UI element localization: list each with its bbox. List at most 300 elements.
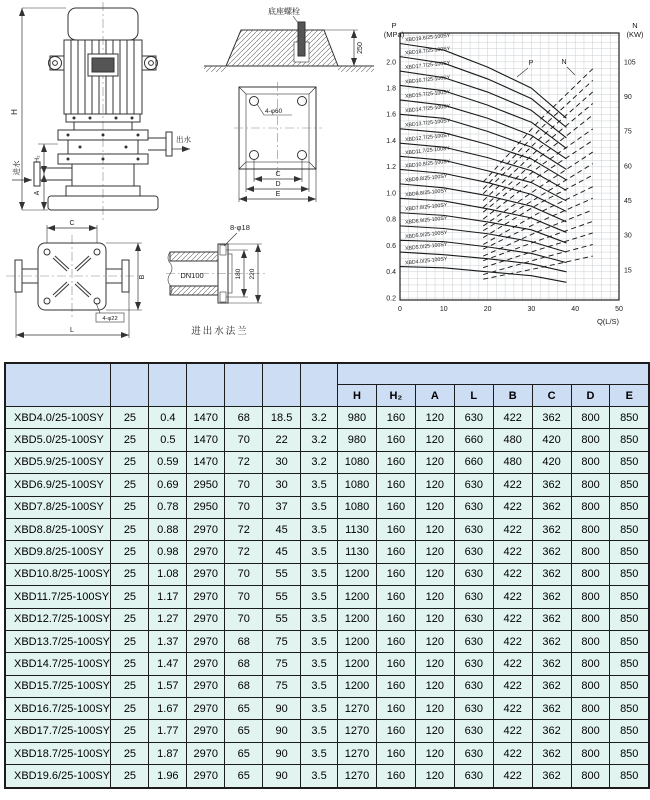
flange-bolt-hole-top	[220, 245, 226, 255]
curve-label: XBD5.0/25-100SY	[404, 241, 448, 253]
pipe-wall-bottom	[170, 286, 218, 295]
table-row	[5, 541, 649, 563]
spec-cell: 2970	[187, 586, 225, 608]
table-row	[5, 451, 649, 473]
spec-cell: 850	[610, 429, 649, 451]
spec-cell: 25	[111, 653, 149, 675]
spec-cell: 3.5	[301, 518, 338, 540]
spec-cell: 3.2	[301, 407, 338, 429]
dim-label-h: H	[10, 109, 19, 115]
spec-cell: 3.5	[301, 742, 338, 764]
spec-cell: 120	[415, 563, 454, 585]
model-cell: XBD6.9/25-100SY	[5, 474, 111, 496]
spec-cell: 800	[571, 541, 610, 563]
spec-cell: 160	[376, 429, 415, 451]
dim-label-250: 250	[357, 42, 364, 54]
spec-cell: 362	[532, 675, 571, 697]
spec-cell: 1.96	[149, 765, 187, 788]
spec-cell: 1270	[338, 698, 377, 720]
spec-cell: 160	[376, 653, 415, 675]
x-tick-label: 30	[527, 306, 536, 313]
spec-cell: 850	[610, 407, 649, 429]
spec-cell: 422	[493, 518, 532, 540]
spec-cell: 850	[610, 451, 649, 473]
spec-cell: 72	[225, 541, 263, 563]
n-tick-label: 90	[624, 93, 632, 101]
spec-cell: 362	[532, 698, 571, 720]
spec-cell: 3.5	[301, 474, 338, 496]
spec-cell: 0.78	[149, 496, 187, 518]
spec-cell: 850	[610, 474, 649, 496]
spec-cell: 1.47	[149, 653, 187, 675]
spec-cell: 480	[493, 429, 532, 451]
spec-cell: 160	[376, 496, 415, 518]
spec-cell: 75	[263, 675, 301, 697]
dim-label-180: 180	[235, 268, 242, 280]
model-cell: XBD19.6/25-100SY	[5, 765, 111, 788]
x-tick-label: 0	[398, 306, 402, 313]
curve-label: XBD13.7/25-100SY	[404, 118, 451, 129]
flange-holes-label: 8-φ18	[230, 223, 250, 232]
spec-cell: 30	[263, 451, 301, 473]
spec-cell: 160	[376, 451, 415, 473]
table-header-cell: B	[493, 385, 532, 407]
curve-label: XBD16.7/25-100SY	[404, 74, 451, 86]
spec-cell: 422	[493, 742, 532, 764]
spec-cell: 1270	[338, 720, 377, 742]
spec-cell: 800	[571, 518, 610, 540]
n-inline-label: N	[561, 59, 567, 66]
pump-front-drawing	[8, 2, 193, 224]
curve-label: XBD5.9/25-100SY	[404, 229, 448, 241]
spec-cell: 1200	[338, 563, 377, 585]
spec-cell: 850	[610, 742, 649, 764]
table-header-cell-empty	[111, 363, 149, 407]
spec-cell: 160	[376, 742, 415, 764]
p-tick-label: 0.6	[386, 242, 396, 250]
n-curve	[483, 256, 592, 279]
table-row	[5, 407, 649, 429]
spec-cell: 37	[263, 496, 301, 518]
spec-cell: 1270	[338, 742, 377, 764]
table-row	[5, 496, 649, 518]
n-tick-label: 45	[624, 197, 632, 205]
table-header-cell: C	[532, 385, 571, 407]
spec-cell: 72	[225, 451, 263, 473]
spec-cell: 630	[454, 541, 493, 563]
spec-cell: 75	[263, 653, 301, 675]
spec-cell: 0.5	[149, 429, 187, 451]
spec-cell: 120	[415, 541, 454, 563]
curve-label: XBD9.8/25-100SY	[404, 173, 448, 184]
spec-cell: 362	[532, 407, 571, 429]
holes-label-60: 4-φ60	[265, 108, 283, 115]
spec-cell: 362	[532, 586, 571, 608]
n-tick-label: 15	[624, 267, 632, 275]
table-header-cell: A	[415, 385, 454, 407]
spec-cell: 3.5	[301, 563, 338, 585]
right-axis-title: (KW)	[626, 30, 644, 39]
spec-cell: 68	[225, 653, 263, 675]
spec-cell: 980	[338, 407, 377, 429]
spec-cell: 120	[415, 474, 454, 496]
anchor-bolt	[298, 22, 305, 56]
spec-cell: 70	[225, 608, 263, 630]
spec-cell: 1.57	[149, 675, 187, 697]
p-tick-label: 0.8	[386, 216, 396, 224]
holes-label-22: 4-φ22	[102, 316, 118, 322]
spec-cell: 800	[571, 698, 610, 720]
spec-cell: 25	[111, 720, 149, 742]
p-tick-label: 1.0	[386, 190, 396, 198]
spec-cell: 120	[415, 586, 454, 608]
ground-hatch-right	[338, 66, 374, 72]
table-row	[5, 563, 649, 585]
spec-cell: 1470	[187, 407, 225, 429]
spec-cell: 800	[571, 474, 610, 496]
spec-cell: 422	[493, 608, 532, 630]
table-row	[5, 429, 649, 451]
spec-cell: 850	[610, 675, 649, 697]
spec-cell: 25	[111, 608, 149, 630]
dim-label-c: C	[69, 220, 75, 227]
spec-cell: 120	[415, 675, 454, 697]
spec-cell: 630	[454, 518, 493, 540]
spec-cell: 800	[571, 742, 610, 764]
dim-label-b: B	[139, 274, 146, 280]
spec-cell: 1080	[338, 496, 377, 518]
table-row	[5, 518, 649, 540]
dim-label-h2: H₂	[34, 155, 41, 163]
model-cell: XBD18.7/25-100SY	[5, 742, 111, 764]
spec-cell: 1470	[187, 429, 225, 451]
spec-cell: 3.5	[301, 630, 338, 652]
curve-label: XBD14.7/25-100SY	[404, 103, 451, 115]
corner-bolt	[94, 298, 100, 304]
spec-cell: 30	[263, 474, 301, 496]
pipe-wall-top	[170, 252, 218, 261]
spec-cell: 2970	[187, 675, 225, 697]
spec-cell: 800	[571, 765, 610, 788]
table-row	[5, 586, 649, 608]
spec-cell: 160	[376, 518, 415, 540]
spec-cell: 2970	[187, 698, 225, 720]
spec-cell: 660	[454, 429, 493, 451]
spec-cell: 90	[263, 765, 301, 788]
spec-cell: 22	[263, 429, 301, 451]
spec-cell: 3.5	[301, 765, 338, 788]
spec-cell: 160	[376, 720, 415, 742]
model-cell: XBD10.8/25-100SY	[5, 563, 111, 585]
spec-cell: 630	[454, 630, 493, 652]
model-cell: XBD9.8/25-100SY	[5, 541, 111, 563]
dim-label-220: 220	[249, 268, 256, 280]
spec-cell: 800	[571, 429, 610, 451]
spec-cell: 422	[493, 407, 532, 429]
curve-label: XBD7.8/25-100SY	[404, 202, 448, 213]
table-row	[5, 698, 649, 720]
spec-cell: 1080	[338, 451, 377, 473]
model-cell: XBD17.7/25-100SY	[5, 720, 111, 742]
spec-cell: 25	[111, 630, 149, 652]
model-cell: XBD5.0/25-100SY	[5, 429, 111, 451]
outlet-label: 出水	[176, 135, 191, 144]
spec-cell: 3.5	[301, 586, 338, 608]
table-header-cell-empty	[187, 363, 225, 407]
spec-cell: 25	[111, 765, 149, 788]
dim-label-a: A	[34, 190, 41, 196]
spec-cell: 2970	[187, 630, 225, 652]
spec-cell: 850	[610, 496, 649, 518]
table-header-cell: E	[610, 385, 649, 407]
spec-cell: 422	[493, 630, 532, 652]
spec-cell: 0.59	[149, 451, 187, 473]
curve-label: XBD11.7/25-100SY	[404, 145, 451, 157]
spec-cell: 2970	[187, 563, 225, 585]
corner-bolt	[44, 249, 50, 255]
table-row	[5, 742, 649, 764]
spec-cell: 800	[571, 720, 610, 742]
model-cell: XBD8.8/25-100SY	[5, 518, 111, 540]
spec-cell: 65	[225, 720, 263, 742]
spec-cell: 630	[454, 496, 493, 518]
spec-cell: 1200	[338, 675, 377, 697]
spec-cell: 3.2	[301, 451, 338, 473]
spec-cell: 800	[571, 630, 610, 652]
model-cell: XBD12.7/25-100SY	[5, 608, 111, 630]
spec-cell: 630	[454, 563, 493, 585]
outlet-flange	[166, 132, 172, 156]
spec-cell: 800	[571, 407, 610, 429]
spec-cell: 422	[493, 586, 532, 608]
spec-cell: 420	[532, 429, 571, 451]
spec-cell: 120	[415, 407, 454, 429]
spec-cell: 90	[263, 698, 301, 720]
table-header-cell-empty	[225, 363, 263, 407]
spec-cell: 70	[225, 563, 263, 585]
motor-nameplate-inner	[92, 58, 114, 72]
p-tick-label: 1.4	[386, 137, 396, 145]
spec-cell: 850	[610, 608, 649, 630]
ground-hatch-left	[204, 66, 226, 72]
spec-cell: 0.88	[149, 518, 187, 540]
spec-cell: 980	[338, 429, 377, 451]
model-cell: XBD15.7/25-100SY	[5, 675, 111, 697]
spec-cell: 65	[225, 765, 263, 788]
table-header-cell-empty	[263, 363, 301, 407]
spec-cell: 25	[111, 451, 149, 473]
foundation-block	[226, 30, 338, 66]
inlet-flange	[34, 162, 40, 186]
spec-cell: 362	[532, 518, 571, 540]
dim-label-d: D	[275, 181, 281, 188]
spec-cell: 362	[532, 563, 571, 585]
spec-cell: 0.98	[149, 541, 187, 563]
spec-cell: 362	[532, 653, 571, 675]
spec-cell: 1130	[338, 541, 377, 563]
spec-cell: 25	[111, 474, 149, 496]
spec-cell: 800	[571, 586, 610, 608]
spec-cell: 65	[225, 742, 263, 764]
x-tick-label: 40	[571, 306, 580, 313]
spec-cell: 160	[376, 765, 415, 788]
p-tick-label: 1.8	[386, 85, 396, 93]
spec-cell: 160	[376, 675, 415, 697]
spec-cell: 120	[415, 653, 454, 675]
n-curve	[483, 69, 592, 182]
spec-cell: 2950	[187, 496, 225, 518]
n-tick-label: 30	[624, 232, 632, 240]
spec-cell: 160	[376, 698, 415, 720]
spec-cell: 72	[225, 518, 263, 540]
spec-cell: 0.69	[149, 474, 187, 496]
spec-cell: 160	[376, 474, 415, 496]
p-tick-label: 1.6	[386, 111, 396, 119]
curve-label: XBD19.6/25-100SY	[404, 32, 451, 44]
spec-cell: 1.77	[149, 720, 187, 742]
left-axis-title: (MPa)	[383, 30, 405, 39]
p-inline-label: P	[528, 60, 534, 67]
spec-cell: 25	[111, 429, 149, 451]
performance-chart	[378, 2, 650, 337]
curve-label: XBD8.8/25-100SY	[404, 187, 448, 199]
spec-cell: 630	[454, 608, 493, 630]
spec-table-container	[4, 362, 650, 789]
spec-cell: 1200	[338, 653, 377, 675]
spec-cell: 68	[225, 630, 263, 652]
spec-cell: 422	[493, 720, 532, 742]
flange-bolt-hole-bottom	[220, 292, 226, 302]
spec-cell: 422	[493, 474, 532, 496]
spec-cell: 422	[493, 653, 532, 675]
x-tick-label: 10	[439, 306, 448, 313]
x-axis-title: Q(L/S)	[596, 317, 620, 326]
spec-cell: 1.87	[149, 742, 187, 764]
spec-cell: 1200	[338, 586, 377, 608]
table-row	[5, 474, 649, 496]
spec-cell: 120	[415, 451, 454, 473]
table-row	[5, 720, 649, 742]
spec-cell: 120	[415, 765, 454, 788]
model-cell: XBD5.9/25-100SY	[5, 451, 111, 473]
spec-cell: 25	[111, 586, 149, 608]
corner-bolt	[94, 249, 100, 255]
spec-cell: 1470	[187, 451, 225, 473]
spec-cell: 120	[415, 429, 454, 451]
spec-cell: 68	[225, 407, 263, 429]
model-cell: XBD14.7/25-100SY	[5, 653, 111, 675]
spec-table	[4, 362, 650, 789]
table-header-cell-empty	[301, 363, 338, 407]
spec-cell: 362	[532, 541, 571, 563]
spec-cell: 800	[571, 451, 610, 473]
table-header-cell: H	[338, 385, 377, 407]
spec-cell: 362	[532, 630, 571, 652]
spec-cell: 850	[610, 563, 649, 585]
spec-cell: 660	[454, 451, 493, 473]
motor-fins	[71, 40, 134, 114]
spec-cell: 362	[532, 765, 571, 788]
dim-label-e: E	[275, 191, 281, 198]
n-tick-label: 105	[624, 59, 636, 67]
spec-cell: 362	[532, 474, 571, 496]
n-tick-label: 75	[624, 128, 632, 136]
spec-cell: 25	[111, 675, 149, 697]
spec-cell: 25	[111, 563, 149, 585]
spec-cell: 1270	[338, 765, 377, 788]
spec-cell: 800	[571, 496, 610, 518]
spec-cell: 630	[454, 742, 493, 764]
spec-cell: 65	[225, 698, 263, 720]
spec-cell: 850	[610, 518, 649, 540]
spec-cell: 1.08	[149, 563, 187, 585]
n-curve	[483, 233, 592, 268]
spec-cell: 160	[376, 407, 415, 429]
spec-cell: 120	[415, 698, 454, 720]
spec-cell: 55	[263, 586, 301, 608]
x-tick-label: 20	[483, 306, 492, 313]
n-tick-label: 60	[624, 163, 632, 171]
spec-cell: 1.17	[149, 586, 187, 608]
spec-cell: 850	[610, 720, 649, 742]
spec-cell: 70	[225, 496, 263, 518]
spec-cell: 45	[263, 518, 301, 540]
corner-bolt	[44, 298, 50, 304]
p-tick-label: 0.2	[386, 295, 396, 303]
spec-cell: 2970	[187, 541, 225, 563]
spec-cell: 422	[493, 496, 532, 518]
spec-cell: 3.5	[301, 608, 338, 630]
spec-cell: 480	[493, 451, 532, 473]
spec-cell: 3.5	[301, 720, 338, 742]
left-axis-title: P	[391, 21, 397, 30]
spec-cell: 3.5	[301, 698, 338, 720]
spec-cell: 362	[532, 496, 571, 518]
spec-cell: 160	[376, 541, 415, 563]
spec-cell: 1200	[338, 608, 377, 630]
spec-cell: 422	[493, 675, 532, 697]
spec-cell: 0.4	[149, 407, 187, 429]
curve-label: XBD4.0/25-100SY	[404, 256, 448, 267]
spec-cell: 160	[376, 563, 415, 585]
spec-cell: 120	[415, 630, 454, 652]
p-tick-label: 2.0	[386, 59, 396, 67]
spec-cell: 1.67	[149, 698, 187, 720]
spec-cell: 2950	[187, 474, 225, 496]
spec-cell: 120	[415, 608, 454, 630]
bolt-hole	[298, 151, 307, 160]
spec-cell: 422	[493, 563, 532, 585]
spec-cell: 55	[263, 608, 301, 630]
spec-cell: 25	[111, 518, 149, 540]
table-row	[5, 765, 649, 788]
foundation-drawing	[196, 2, 381, 210]
spec-cell: 3.5	[301, 653, 338, 675]
dim-label-l: L	[70, 327, 74, 334]
spec-cell: 25	[111, 698, 149, 720]
spec-cell: 1200	[338, 630, 377, 652]
spec-cell: 850	[610, 630, 649, 652]
spec-cell: 90	[263, 742, 301, 764]
curve-label: XBD15.7/25-100SY	[404, 89, 451, 100]
lug-right-hole	[149, 61, 154, 66]
table-header-cell-empty	[5, 363, 111, 407]
spec-cell: 422	[493, 698, 532, 720]
spec-cell: 160	[376, 586, 415, 608]
spec-cell: 362	[532, 608, 571, 630]
spec-cell: 120	[415, 518, 454, 540]
spec-cell: 850	[610, 765, 649, 788]
